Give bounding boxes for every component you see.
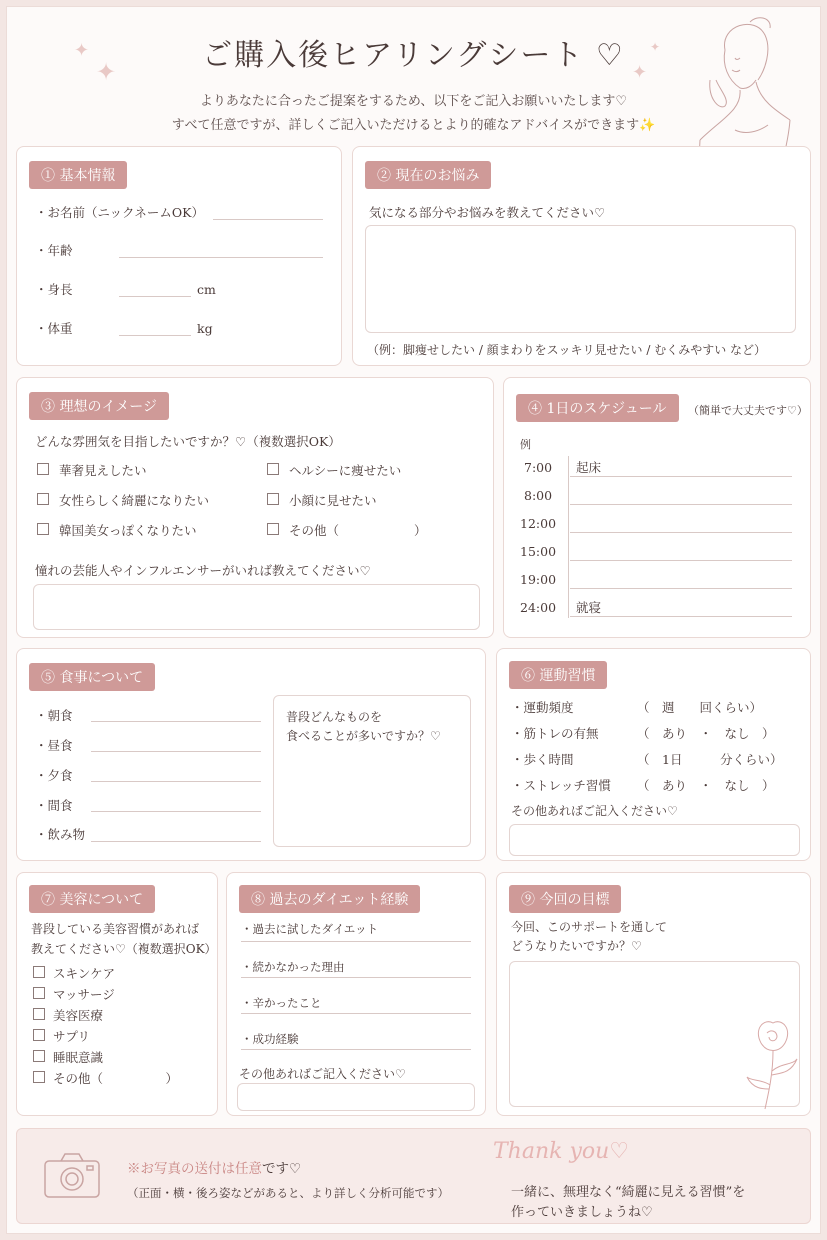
sparkle-icon: ✦ [632, 62, 648, 83]
meal-label: ・昼食 [35, 738, 73, 753]
checkbox-korean[interactable] [37, 523, 49, 535]
sparkle-icon: ✦ [96, 58, 117, 86]
photo-note: （正面・横・後ろ姿などがあると、より詳しく分析可能です） [127, 1186, 449, 1200]
schedule-divider [568, 456, 569, 618]
card-schedule [503, 377, 811, 638]
photo-notice [127, 1157, 301, 1177]
checkbox-sleep[interactable] [33, 1050, 45, 1062]
section-label-ideal-image: ③ 理想のイメージ [29, 392, 169, 420]
schedule-entry: 就寝 [576, 600, 602, 615]
checkbox-supplement[interactable] [33, 1029, 45, 1041]
goal-prompt: どうなりたいですか？♡ [511, 939, 642, 953]
checkbox-medical[interactable] [33, 1008, 45, 1020]
concerns-example: （例：脚痩せしたい / 顔まわりをスッキリ見せたい / むくみやすい など） [367, 343, 767, 357]
meal-label: ・朝食 [35, 708, 73, 723]
card-exercise [496, 648, 811, 861]
meal-label: ・間食 [35, 798, 73, 813]
option-label: 韓国美女っぽくなりたい [59, 523, 197, 538]
card-beauty [16, 872, 218, 1116]
diet-other-input[interactable] [237, 1083, 475, 1111]
meal-line[interactable] [91, 781, 261, 782]
section-label-exercise: ⑥ 運動習慣 [509, 661, 607, 689]
schedule-note: （簡単で大丈夫です♡） [688, 404, 808, 417]
section-label-diet-history: ⑧ 過去のダイエット経験 [239, 885, 420, 913]
section-label-beauty: ⑦ 美容について [29, 885, 155, 913]
closing-message: 作っていきましょうね♡ [511, 1205, 653, 1220]
schedule-time: 19:00 [520, 572, 557, 587]
card-diet-history [226, 872, 486, 1116]
schedule-example-label: 例 [520, 438, 531, 451]
section-label-schedule: ④ 1日のスケジュール [516, 394, 679, 422]
photo-notice-rest: です♡ [262, 1161, 302, 1177]
unit-cm: cm [197, 282, 216, 297]
goal-prompt: 今回、このサポートを通して [511, 920, 668, 934]
concerns-prompt: 気になる部分やお悩みを教えてください♡ [369, 205, 606, 220]
ideal-textarea[interactable] [33, 584, 480, 630]
checkbox-slim[interactable] [37, 463, 49, 475]
meal-line[interactable] [91, 811, 261, 812]
diet-line[interactable] [241, 977, 471, 978]
closing-message: 一緒に、無理なく“綺麗に見える習慣”を [511, 1185, 746, 1200]
schedule-line[interactable] [570, 532, 792, 533]
schedule-time: 7:00 [524, 460, 553, 475]
option-label: その他（ ） [289, 523, 427, 538]
diet-other-prompt: その他あればご記入ください♡ [239, 1067, 406, 1081]
exercise-value: （ 1日 分くらい） [637, 752, 783, 767]
checkbox-small-face[interactable] [267, 493, 279, 505]
option-label: 華奢見えしたい [59, 463, 147, 478]
card-ideal-image [16, 377, 494, 638]
meals-question: 普段どんなものを [286, 710, 383, 724]
concerns-textarea[interactable] [365, 225, 796, 333]
ideal-prompt-2: 憧れの芸能人やインフルエンサーがいれば教えてください♡ [35, 563, 371, 578]
beauty-prompt: 普段している美容習慣があれば [31, 922, 200, 936]
section-label-meals: ⑤ 食事について [29, 663, 155, 691]
meals-question: 食べることが多いですか？♡ [286, 729, 441, 743]
beauty-option: スキンケア [53, 966, 116, 981]
exercise-other-prompt: その他あればご記入ください♡ [511, 804, 678, 818]
schedule-entry: 起床 [576, 460, 602, 475]
checkbox-skincare[interactable] [33, 966, 45, 978]
schedule-line[interactable] [570, 560, 792, 561]
height-input-line[interactable] [119, 296, 191, 297]
footer-banner [16, 1128, 811, 1224]
thank-you-script: Thank you♡ [493, 1139, 630, 1164]
option-label: ヘルシーに痩せたい [289, 463, 402, 478]
beauty-prompt: 教えてください♡（複数選択OK） [31, 942, 217, 956]
exercise-value: （ あり ・ なし ） [637, 778, 775, 793]
beauty-option: 睡眠意識 [53, 1050, 104, 1065]
schedule-time: 8:00 [524, 488, 553, 503]
schedule-time: 12:00 [520, 516, 557, 531]
exercise-value: （ 週 回くらい） [637, 700, 763, 715]
meal-line[interactable] [91, 841, 261, 842]
card-basic-info [16, 146, 342, 366]
section-label-basic-info: ① 基本情報 [29, 161, 127, 189]
meal-line[interactable] [91, 721, 261, 722]
checkbox-massage[interactable] [33, 987, 45, 999]
diet-line[interactable] [241, 941, 471, 942]
exercise-label: ・筋トレの有無 [511, 726, 599, 741]
ideal-prompt: どんな雰囲気を目指したいですか？♡（複数選択OK） [35, 434, 341, 449]
diet-line[interactable] [241, 1049, 471, 1050]
schedule-line[interactable] [570, 476, 792, 477]
schedule-line[interactable] [570, 588, 792, 589]
diet-line[interactable] [241, 1013, 471, 1014]
diet-label: ・辛かったこと [241, 996, 322, 1010]
checkbox-feminine[interactable] [37, 493, 49, 505]
sparkle-icon: ✦ [74, 40, 90, 61]
schedule-time: 24:00 [520, 600, 557, 615]
unit-kg: kg [197, 321, 213, 336]
name-input-line[interactable] [213, 219, 323, 220]
photo-notice-accent: ※お写真の送付は任意 [127, 1161, 262, 1177]
card-goal [496, 872, 811, 1116]
option-label: 女性らしく綺麗になりたい [59, 493, 210, 508]
exercise-label: ・運動頻度 [511, 700, 574, 715]
section-label-concerns: ② 現在のお悩み [365, 161, 491, 189]
page-title: ご購入後ヒアリングシート ♡ [202, 38, 625, 73]
card-meals [16, 648, 486, 861]
meals-question-box[interactable] [273, 695, 471, 847]
field-label-name: ・お名前（ニックネームOK） [35, 205, 204, 220]
beauty-option: サプリ [53, 1029, 91, 1044]
rose-icon [743, 1013, 803, 1111]
meal-line[interactable] [91, 751, 261, 752]
diet-label: ・続かなかった理由 [241, 960, 345, 974]
exercise-value: （ あり ・ なし ） [637, 726, 775, 741]
age-input-line[interactable] [119, 257, 323, 258]
exercise-label: ・歩く時間 [511, 752, 574, 767]
schedule-line[interactable] [570, 504, 792, 505]
weight-input-line[interactable] [119, 335, 191, 336]
field-label-weight: ・体重 [35, 321, 73, 336]
field-label-age: ・年齢 [35, 243, 73, 258]
section-label-goal: ⑨ 今回の目標 [509, 885, 621, 913]
exercise-other-input[interactable] [509, 824, 800, 856]
diet-label: ・過去に試したダイエット [241, 922, 379, 936]
schedule-line[interactable] [570, 616, 792, 617]
camera-icon [43, 1151, 101, 1199]
intro-line-2: すべて任意ですが、詳しくご記入いただけるとより的確なアドバイスができます✨ [171, 118, 656, 133]
sparkle-icon: ✦ [650, 40, 661, 54]
beauty-option: マッサージ [53, 987, 115, 1002]
intro-line-1: よりあなたに合ったご提案をするため、以下をご記入お願いいたします♡ [199, 94, 628, 109]
card-concerns [352, 146, 811, 366]
option-label: 小顔に見せたい [289, 493, 377, 508]
schedule-time: 15:00 [520, 544, 557, 559]
field-label-height: ・身長 [35, 282, 73, 297]
checkbox-healthy[interactable] [267, 463, 279, 475]
meal-label: ・飲み物 [35, 827, 86, 842]
checkbox-other[interactable] [267, 523, 279, 535]
beauty-option: 美容医療 [53, 1008, 104, 1023]
checkbox-beauty-other[interactable] [33, 1071, 45, 1083]
meal-label: ・夕食 [35, 768, 73, 783]
exercise-label: ・ストレッチ習慣 [511, 778, 611, 793]
diet-label: ・成功経験 [241, 1032, 299, 1046]
beauty-option: その他（ ） [53, 1071, 179, 1086]
